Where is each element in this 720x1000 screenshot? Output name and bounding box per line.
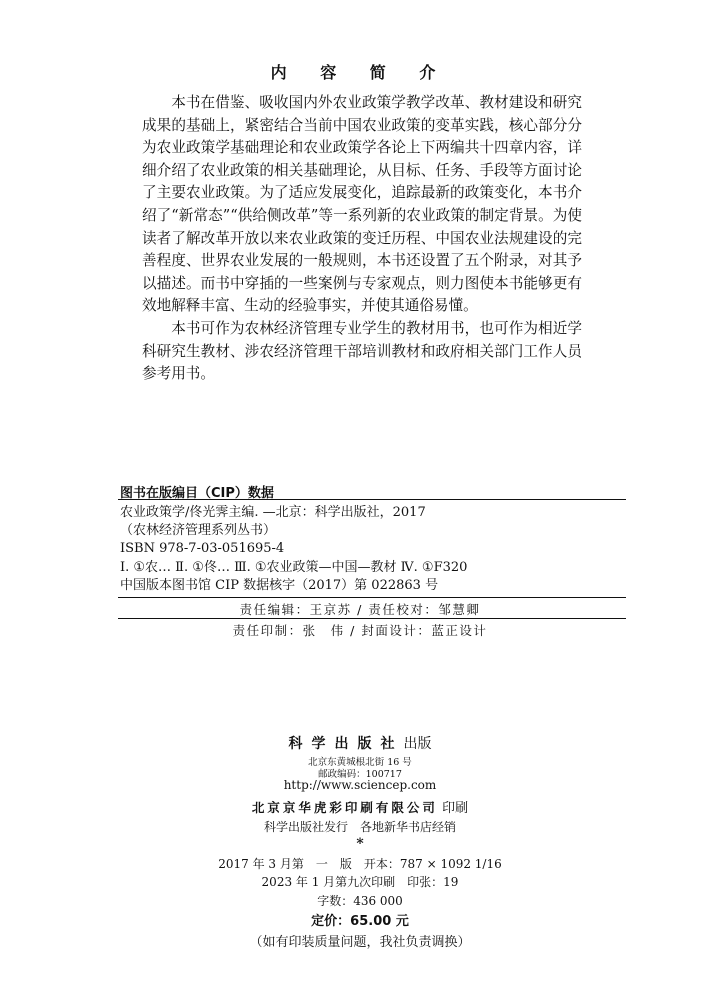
publisher-address: 北京东黄城根北街 16 号 — [308, 757, 412, 768]
intro-text — [142, 92, 582, 386]
publisher-suffix: 出版 — [403, 736, 432, 752]
cip-bottom-rule — [118, 597, 626, 598]
staff-rule — [118, 618, 626, 619]
page-title: 内 容 简 介 — [270, 63, 450, 82]
word-count: 字数：436 000 — [317, 894, 403, 908]
cip-block — [120, 504, 630, 595]
publisher-url: http://www.sciencep.com — [283, 778, 437, 792]
cip-line: 中国版本图书馆 CIP 数据核字（2017）第 022863 号 — [120, 577, 439, 593]
cip-heading: 图书在版编目（CIP）数据 — [120, 486, 274, 501]
quality-notice: （如有印装质量问题，我社负责调换） — [249, 935, 471, 950]
price: 定价：65.00 元 — [311, 914, 409, 929]
intro-paragraph-2: 本书可作为农林经济管理专业学生的教材用书，也可作为相近学科研究生教材、涉农经济管理干部培训教材和政府相关部门工作人员参考用书。 — [142, 319, 582, 383]
publisher-postcode: 邮政编码：100717 — [318, 769, 402, 780]
publisher-name — [0, 733, 720, 753]
printer-logo: 北京京华虎彩印刷有限公司 — [251, 800, 438, 815]
printer-suffix: 印刷 — [442, 801, 469, 816]
publisher-logo: 科学出版社 — [288, 736, 404, 752]
staff-line-2: 责任印制：张 伟 / 封面设计：蓝正设计 — [232, 623, 488, 638]
edition-info: 2017 年 3 月第 一 版 开本：787 × 1092 1/16 — [218, 857, 502, 871]
separator: * — [356, 836, 364, 852]
cip-line: （农林经济管理系列丛书） — [120, 523, 277, 539]
printer — [0, 797, 720, 816]
cip-top-rule — [118, 499, 626, 500]
cip-line: Ⅰ. ①农… Ⅱ. ①佟… Ⅲ. ①农业政策—中国—教材 Ⅳ. ①F320 — [120, 559, 468, 575]
cip-line: 农业政策学/佟光霁主编. —北京：科学出版社，2017 — [120, 505, 426, 520]
distribution: 科学出版社发行 各地新华书店经销 — [263, 820, 456, 834]
staff-line-1: 责任编辑：王京苏 / 责任校对：邹慧卿 — [239, 602, 481, 617]
printing-info: 2023 年 1 月第九次印刷 印张：19 — [261, 875, 459, 889]
intro-paragraph-1: 本书在借鉴、吸收国内外农业政策学教学改革、教材建设和研究成果的基础上，紧密结合当前中国农业政策的变革实践，核心部分分为农业政策学基础理论和农业政策学各论上下两编共十四章内容，详细介绍了农业政策的相关基础理论，从目标、任务、手段等方面讨论了主要农业政策。为了适应发展变化，追踪最新的政策变化，本书介绍了“新常态”“供给侧改革”等一系列新的农业政策的制定背景。为使读者了解改革开放以来农业政策的变迁历程、中国农业法规建设的完善程度、世界农业发展的一般规则，本书还设置了五个附录，对其予以描述。而书中穿插的一些案例与专家观点，则力图使本书能够更有效地解释丰富、生动的经验事实，并使其通俗易懂。 — [142, 94, 582, 315]
cip-line: ISBN 978-7-03-051695-4 — [120, 541, 285, 557]
